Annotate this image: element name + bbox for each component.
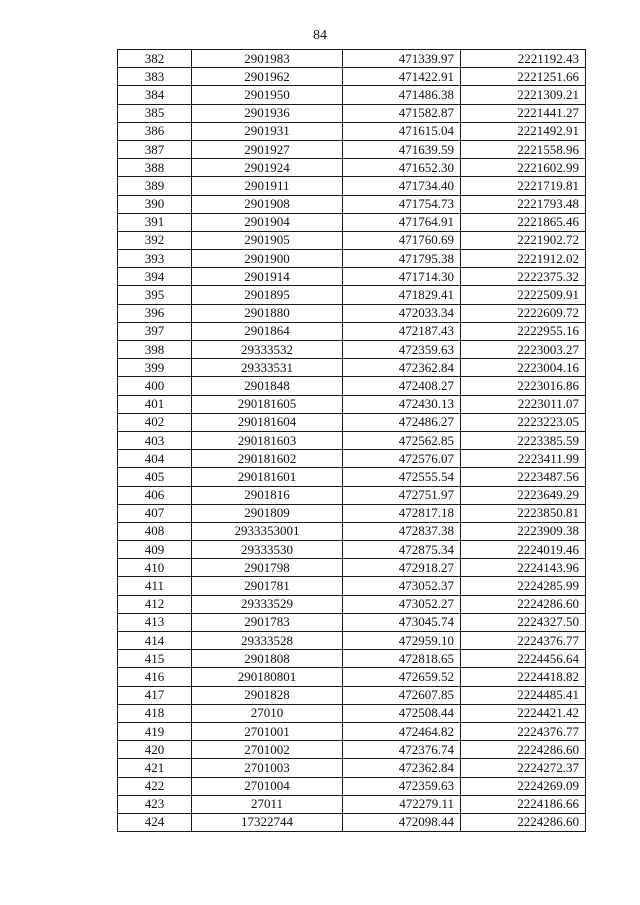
row-index-cell: 398	[118, 341, 192, 359]
table-row	[118, 286, 586, 304]
row-index-cell: 385	[118, 104, 192, 122]
x-coordinate-cell: 472607.85	[343, 686, 461, 704]
table-row	[118, 813, 586, 831]
row-index-cell: 396	[118, 304, 192, 322]
point-id-cell: 290181603	[192, 431, 343, 449]
table-row	[118, 450, 586, 468]
table-row	[118, 377, 586, 395]
row-index-cell: 419	[118, 722, 192, 740]
table-row	[118, 122, 586, 140]
table-row	[118, 722, 586, 740]
table-row	[118, 104, 586, 122]
table-row	[118, 595, 586, 613]
page-number: 84	[313, 28, 327, 43]
row-index-cell: 400	[118, 377, 192, 395]
point-id-cell: 2701004	[192, 777, 343, 795]
y-coordinate-cell: 2223411.99	[461, 450, 586, 468]
table-row	[118, 395, 586, 413]
row-index-cell: 389	[118, 177, 192, 195]
row-index-cell: 423	[118, 795, 192, 813]
y-coordinate-cell: 2222609.72	[461, 304, 586, 322]
row-index-cell: 384	[118, 86, 192, 104]
row-index-cell: 393	[118, 250, 192, 268]
x-coordinate-cell: 471754.73	[343, 195, 461, 213]
x-coordinate-cell: 472486.27	[343, 413, 461, 431]
table-row	[118, 50, 586, 68]
y-coordinate-cell: 2223011.07	[461, 395, 586, 413]
y-coordinate-cell: 2223850.81	[461, 504, 586, 522]
point-id-cell: 2701002	[192, 741, 343, 759]
y-coordinate-cell: 2224143.96	[461, 559, 586, 577]
x-coordinate-cell: 473045.74	[343, 613, 461, 631]
point-id-cell: 290181602	[192, 450, 343, 468]
x-coordinate-cell: 472279.11	[343, 795, 461, 813]
point-id-cell: 2901927	[192, 140, 343, 158]
point-id-cell: 2901908	[192, 195, 343, 213]
x-coordinate-cell: 471422.91	[343, 68, 461, 86]
x-coordinate-cell: 472837.38	[343, 522, 461, 540]
y-coordinate-cell: 2224019.46	[461, 541, 586, 559]
row-index-cell: 410	[118, 559, 192, 577]
point-id-cell: 2901931	[192, 122, 343, 140]
table-row	[118, 268, 586, 286]
x-coordinate-cell: 472033.34	[343, 304, 461, 322]
row-index-cell: 390	[118, 195, 192, 213]
x-coordinate-cell: 471760.69	[343, 231, 461, 249]
row-index-cell: 394	[118, 268, 192, 286]
x-coordinate-cell: 471339.97	[343, 50, 461, 68]
point-id-cell: 2933353001	[192, 522, 343, 540]
table-row	[118, 250, 586, 268]
y-coordinate-cell: 2221558.96	[461, 140, 586, 158]
y-coordinate-cell: 2221719.81	[461, 177, 586, 195]
row-index-cell: 403	[118, 431, 192, 449]
x-coordinate-cell: 472464.82	[343, 722, 461, 740]
coordinates-table-body	[118, 50, 586, 832]
point-id-cell: 2901950	[192, 86, 343, 104]
table-row	[118, 86, 586, 104]
row-index-cell: 382	[118, 50, 192, 68]
y-coordinate-cell: 2224286.60	[461, 813, 586, 831]
row-index-cell: 421	[118, 759, 192, 777]
table-row	[118, 140, 586, 158]
point-id-cell: 2901895	[192, 286, 343, 304]
table-row	[118, 577, 586, 595]
table-row	[118, 668, 586, 686]
point-id-cell: 2901864	[192, 322, 343, 340]
x-coordinate-cell: 472875.34	[343, 541, 461, 559]
table-row	[118, 741, 586, 759]
row-index-cell: 391	[118, 213, 192, 231]
x-coordinate-cell: 473052.27	[343, 595, 461, 613]
point-id-cell: 29333529	[192, 595, 343, 613]
table-row	[118, 632, 586, 650]
point-id-cell: 2901905	[192, 231, 343, 249]
y-coordinate-cell: 2221251.66	[461, 68, 586, 86]
y-coordinate-cell: 2223016.86	[461, 377, 586, 395]
point-id-cell: 2901936	[192, 104, 343, 122]
x-coordinate-cell: 471795.38	[343, 250, 461, 268]
y-coordinate-cell: 2224286.60	[461, 595, 586, 613]
x-coordinate-cell: 472751.97	[343, 486, 461, 504]
y-coordinate-cell: 2224269.09	[461, 777, 586, 795]
x-coordinate-cell: 472359.63	[343, 341, 461, 359]
table-row	[118, 686, 586, 704]
x-coordinate-cell: 472555.54	[343, 468, 461, 486]
y-coordinate-cell: 2222955.16	[461, 322, 586, 340]
point-id-cell: 17322744	[192, 813, 343, 831]
point-id-cell: 29333530	[192, 541, 343, 559]
table-row	[118, 231, 586, 249]
row-index-cell: 395	[118, 286, 192, 304]
table-row	[118, 322, 586, 340]
point-id-cell: 27011	[192, 795, 343, 813]
row-index-cell: 424	[118, 813, 192, 831]
table-row	[118, 541, 586, 559]
table-row	[118, 777, 586, 795]
y-coordinate-cell: 2221902.72	[461, 231, 586, 249]
y-coordinate-cell: 2223223.05	[461, 413, 586, 431]
row-index-cell: 397	[118, 322, 192, 340]
point-id-cell: 2901816	[192, 486, 343, 504]
point-id-cell: 2901808	[192, 650, 343, 668]
point-id-cell: 29333528	[192, 632, 343, 650]
row-index-cell: 401	[118, 395, 192, 413]
row-index-cell: 413	[118, 613, 192, 631]
table-row	[118, 213, 586, 231]
row-index-cell: 407	[118, 504, 192, 522]
y-coordinate-cell: 2224421.42	[461, 704, 586, 722]
coordinates-table	[117, 49, 586, 832]
y-coordinate-cell: 2221865.46	[461, 213, 586, 231]
y-coordinate-cell: 2224485.41	[461, 686, 586, 704]
point-id-cell: 290181601	[192, 468, 343, 486]
point-id-cell: 2901798	[192, 559, 343, 577]
point-id-cell: 2901904	[192, 213, 343, 231]
y-coordinate-cell: 2223385.59	[461, 431, 586, 449]
x-coordinate-cell: 472408.27	[343, 377, 461, 395]
x-coordinate-cell: 472817.18	[343, 504, 461, 522]
table-row	[118, 650, 586, 668]
point-id-cell: 2901924	[192, 159, 343, 177]
x-coordinate-cell: 472430.13	[343, 395, 461, 413]
point-id-cell: 290181604	[192, 413, 343, 431]
x-coordinate-cell: 471652.30	[343, 159, 461, 177]
x-coordinate-cell: 472918.27	[343, 559, 461, 577]
y-coordinate-cell: 2223003.27	[461, 341, 586, 359]
point-id-cell: 29333532	[192, 341, 343, 359]
y-coordinate-cell: 2224327.50	[461, 613, 586, 631]
table-row	[118, 559, 586, 577]
y-coordinate-cell: 2221793.48	[461, 195, 586, 213]
table-row	[118, 177, 586, 195]
table-row	[118, 431, 586, 449]
y-coordinate-cell: 2224285.99	[461, 577, 586, 595]
point-id-cell: 2701001	[192, 722, 343, 740]
point-id-cell: 29333531	[192, 359, 343, 377]
row-index-cell: 408	[118, 522, 192, 540]
x-coordinate-cell: 472659.52	[343, 668, 461, 686]
point-id-cell: 2701003	[192, 759, 343, 777]
row-index-cell: 417	[118, 686, 192, 704]
row-index-cell: 386	[118, 122, 192, 140]
row-index-cell: 409	[118, 541, 192, 559]
y-coordinate-cell: 2221602.99	[461, 159, 586, 177]
x-coordinate-cell: 471734.40	[343, 177, 461, 195]
row-index-cell: 411	[118, 577, 192, 595]
table-row	[118, 304, 586, 322]
row-index-cell: 412	[118, 595, 192, 613]
table-row	[118, 195, 586, 213]
y-coordinate-cell: 2222375.32	[461, 268, 586, 286]
x-coordinate-cell: 472362.84	[343, 759, 461, 777]
y-coordinate-cell: 2224186.66	[461, 795, 586, 813]
table-row	[118, 159, 586, 177]
row-index-cell: 414	[118, 632, 192, 650]
table-row	[118, 759, 586, 777]
y-coordinate-cell: 2224272.37	[461, 759, 586, 777]
point-id-cell: 2901983	[192, 50, 343, 68]
row-index-cell: 405	[118, 468, 192, 486]
point-id-cell: 2901911	[192, 177, 343, 195]
table-row	[118, 468, 586, 486]
point-id-cell: 2901781	[192, 577, 343, 595]
x-coordinate-cell: 472959.10	[343, 632, 461, 650]
x-coordinate-cell: 472359.63	[343, 777, 461, 795]
point-id-cell: 2901848	[192, 377, 343, 395]
y-coordinate-cell: 2224376.77	[461, 632, 586, 650]
x-coordinate-cell: 473052.37	[343, 577, 461, 595]
row-index-cell: 418	[118, 704, 192, 722]
table-row	[118, 413, 586, 431]
table-row	[118, 613, 586, 631]
y-coordinate-cell: 2224456.64	[461, 650, 586, 668]
row-index-cell: 404	[118, 450, 192, 468]
x-coordinate-cell: 472362.84	[343, 359, 461, 377]
x-coordinate-cell: 472098.44	[343, 813, 461, 831]
x-coordinate-cell: 471639.59	[343, 140, 461, 158]
x-coordinate-cell: 471582.87	[343, 104, 461, 122]
row-index-cell: 406	[118, 486, 192, 504]
row-index-cell: 420	[118, 741, 192, 759]
row-index-cell: 399	[118, 359, 192, 377]
y-coordinate-cell: 2223909.38	[461, 522, 586, 540]
y-coordinate-cell: 2221912.02	[461, 250, 586, 268]
point-id-cell: 290180801	[192, 668, 343, 686]
row-index-cell: 388	[118, 159, 192, 177]
y-coordinate-cell: 2224418.82	[461, 668, 586, 686]
table-row	[118, 341, 586, 359]
y-coordinate-cell: 2223004.16	[461, 359, 586, 377]
x-coordinate-cell: 471829.41	[343, 286, 461, 304]
y-coordinate-cell: 2224286.60	[461, 741, 586, 759]
table-row	[118, 68, 586, 86]
y-coordinate-cell: 2223487.56	[461, 468, 586, 486]
point-id-cell: 290181605	[192, 395, 343, 413]
table-row	[118, 704, 586, 722]
row-index-cell: 383	[118, 68, 192, 86]
x-coordinate-cell: 472562.85	[343, 431, 461, 449]
x-coordinate-cell: 472187.43	[343, 322, 461, 340]
point-id-cell: 2901900	[192, 250, 343, 268]
y-coordinate-cell: 2221441.27	[461, 104, 586, 122]
point-id-cell: 27010	[192, 704, 343, 722]
x-coordinate-cell: 471486.38	[343, 86, 461, 104]
row-index-cell: 387	[118, 140, 192, 158]
x-coordinate-cell: 471615.04	[343, 122, 461, 140]
y-coordinate-cell: 2221492.91	[461, 122, 586, 140]
point-id-cell: 2901914	[192, 268, 343, 286]
x-coordinate-cell: 472508.44	[343, 704, 461, 722]
y-coordinate-cell: 2221192.43	[461, 50, 586, 68]
x-coordinate-cell: 472376.74	[343, 741, 461, 759]
x-coordinate-cell: 472576.07	[343, 450, 461, 468]
table-row	[118, 486, 586, 504]
y-coordinate-cell: 2221309.21	[461, 86, 586, 104]
row-index-cell: 415	[118, 650, 192, 668]
point-id-cell: 2901828	[192, 686, 343, 704]
table-row	[118, 504, 586, 522]
x-coordinate-cell: 471714.30	[343, 268, 461, 286]
point-id-cell: 2901880	[192, 304, 343, 322]
point-id-cell: 2901783	[192, 613, 343, 631]
y-coordinate-cell: 2223649.29	[461, 486, 586, 504]
row-index-cell: 422	[118, 777, 192, 795]
x-coordinate-cell: 472818.65	[343, 650, 461, 668]
row-index-cell: 416	[118, 668, 192, 686]
table-row	[118, 795, 586, 813]
row-index-cell: 402	[118, 413, 192, 431]
table-row	[118, 522, 586, 540]
x-coordinate-cell: 471764.91	[343, 213, 461, 231]
y-coordinate-cell: 2222509.91	[461, 286, 586, 304]
row-index-cell: 392	[118, 231, 192, 249]
point-id-cell: 2901962	[192, 68, 343, 86]
point-id-cell: 2901809	[192, 504, 343, 522]
y-coordinate-cell: 2224376.77	[461, 722, 586, 740]
table-row	[118, 359, 586, 377]
